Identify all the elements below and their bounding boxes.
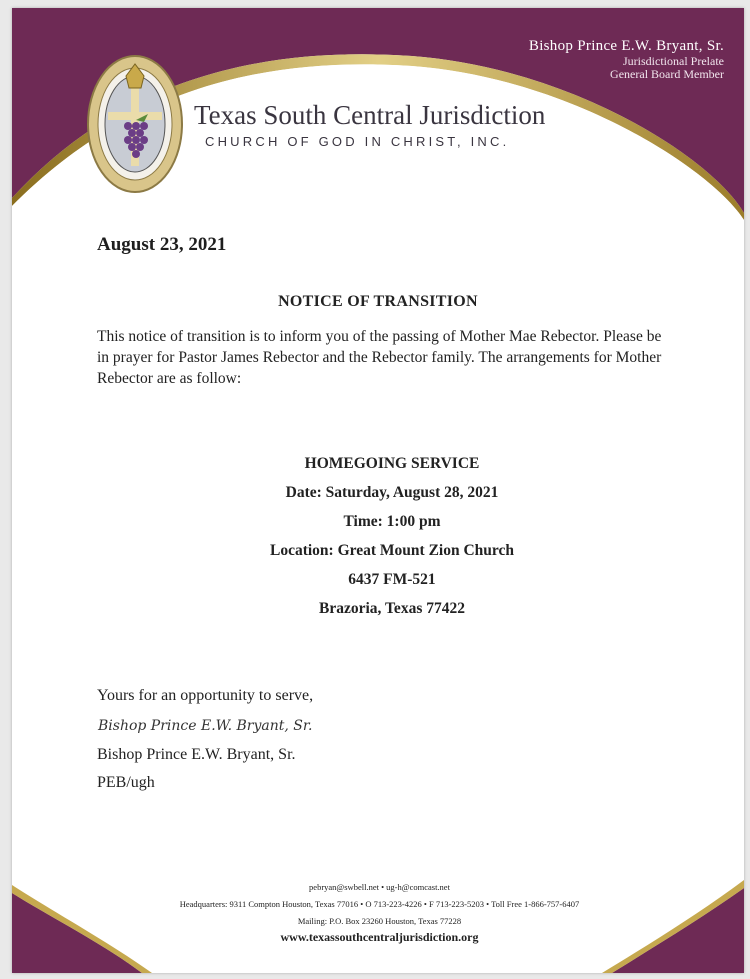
valediction: Yours for an opportunity to serve, [97, 687, 314, 704]
service-heading: HOMEGOING SERVICE [304, 455, 480, 472]
service-time: Time: 1:00 pm [343, 513, 441, 530]
service-address-line2: Brazoria, Texas 77422 [319, 600, 465, 617]
letter-page [12, 8, 744, 973]
signer-name: Bishop Prince E.W. Bryant, Sr. [97, 746, 296, 763]
service-location: Location: Great Mount Zion Church [270, 542, 514, 559]
bishop-name: Bishop Prince E.W. Bryant, Sr. [528, 38, 724, 54]
footer-emails: pebryan@swbell.net • ug-h@comcast.net [309, 882, 450, 892]
reference-initials: PEB/ugh [97, 774, 155, 791]
church-seal-logo [86, 54, 184, 194]
letter-date: August 23, 2021 [97, 234, 227, 255]
church-name: CHURCH OF GOD IN CHRIST, INC. [205, 134, 510, 149]
service-date: Date: Saturday, August 28, 2021 [285, 484, 499, 501]
notice-title: NOTICE OF TRANSITION [278, 293, 478, 310]
bishop-info-block [529, 38, 724, 81]
service-address-line1: 6437 FM-521 [348, 571, 436, 588]
signature: Bishop Prince E.W. Bryant, Sr. [98, 718, 313, 734]
bishop-title: Jurisdictional Prelate [623, 54, 724, 68]
notice-paragraph: This notice of transition is to inform you of the passing of Mother Mae Rebector. Please be in prayer for Pastor James Rebector and the Rebector family. The arrangements for Mother Rebector are as follow: [97, 328, 662, 387]
footer-headquarters: Headquarters: 9311 Compton Houston, Texas 77016 • O 713-223-4226 • F 713-223-5203 • Toll Free 1-866-757-6407 [179, 899, 580, 909]
footer-website[interactable]: www.texassouthcentraljurisdiction.org [280, 930, 479, 944]
footer-mailing: Mailing: P.O. Box 23260 Houston, Texas 77228 [297, 916, 462, 926]
bishop-role: General Board Member [610, 67, 724, 81]
jurisdiction-name: Texas South Central Jurisdiction [194, 100, 546, 130]
